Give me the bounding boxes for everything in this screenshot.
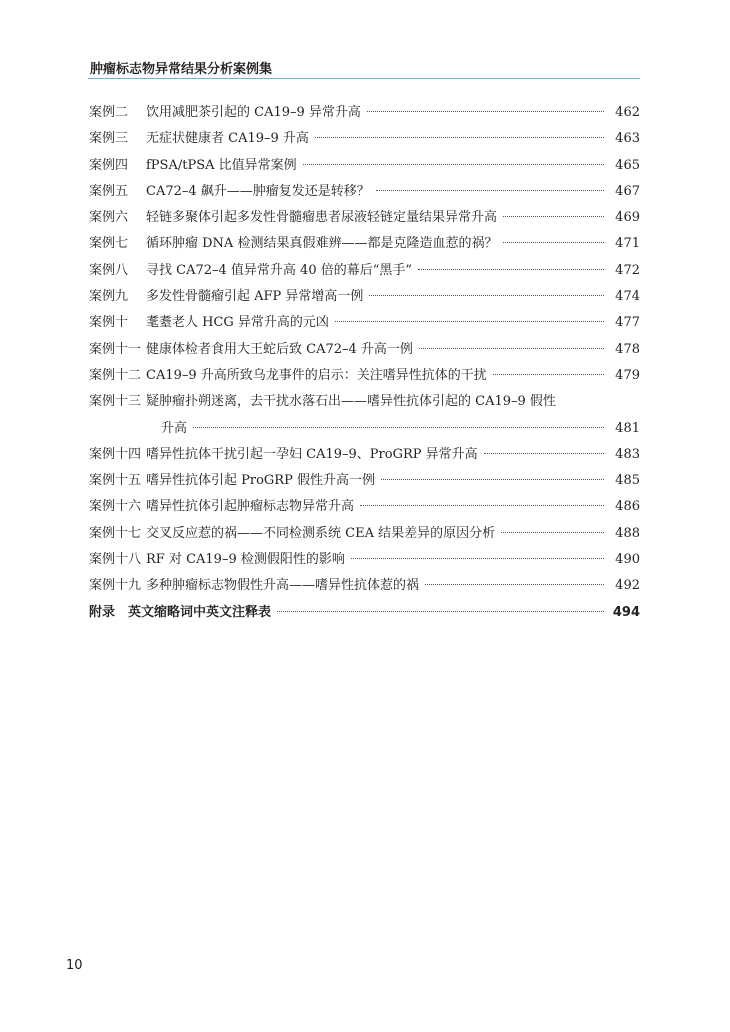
dot-leader bbox=[277, 611, 604, 612]
toc-page-number: 481 bbox=[615, 420, 640, 436]
toc-entry[interactable] bbox=[89, 468, 640, 494]
toc-case-label: 案例九 bbox=[89, 289, 129, 305]
toc-page-number: 485 bbox=[615, 473, 640, 489]
toc-page-number: 465 bbox=[615, 157, 640, 173]
toc-entry-title: 嗜异性抗体引起肿瘤标志物异常升高 bbox=[146, 499, 355, 515]
toc-page-number: 472 bbox=[615, 262, 640, 278]
toc-entry[interactable] bbox=[89, 231, 640, 257]
toc-case-label: 案例五 bbox=[89, 183, 129, 199]
toc-entry[interactable] bbox=[89, 337, 640, 363]
toc-entry-title: 疑肿瘤扑朔迷离，去干扰水落石出——嗜异性抗体引起的 CA19–9 假性 bbox=[146, 394, 556, 410]
toc-entry[interactable] bbox=[89, 494, 640, 520]
running-header-title: 肿瘤标志物异常结果分析案例集 bbox=[90, 62, 273, 77]
toc-page-number: 469 bbox=[615, 210, 640, 226]
toc-page-number: 478 bbox=[615, 341, 640, 357]
dot-leader bbox=[484, 453, 604, 454]
dot-leader bbox=[381, 479, 604, 480]
toc-case-label: 案例十五 bbox=[89, 473, 142, 489]
dot-leader bbox=[376, 190, 604, 191]
toc-case-label: 案例十三 bbox=[89, 394, 142, 410]
toc-entry-title: fPSA/tPSA 比值异常案例 bbox=[146, 157, 297, 173]
dot-leader bbox=[369, 295, 604, 296]
dot-leader bbox=[367, 111, 604, 112]
toc-page-number: 474 bbox=[615, 289, 640, 305]
toc-entry[interactable] bbox=[89, 573, 640, 599]
dot-leader bbox=[425, 584, 604, 585]
toc-case-label: 案例十 bbox=[89, 315, 129, 331]
toc-entry[interactable] bbox=[89, 310, 640, 336]
toc-page-number: 463 bbox=[615, 131, 640, 147]
toc-page-number: 488 bbox=[615, 525, 640, 541]
toc-page-number: 471 bbox=[615, 236, 640, 252]
toc-case-label: 案例十六 bbox=[89, 499, 142, 515]
toc-entry-title: 多种肿瘤标志物假性升高——嗜异性抗体惹的祸 bbox=[146, 578, 420, 594]
toc-entry-title: 循环肿瘤 DNA 检测结果真假难辨——都是克隆造血惹的祸？ bbox=[146, 236, 498, 252]
toc-case-label: 案例二 bbox=[89, 105, 129, 120]
toc-page-number: 494 bbox=[612, 604, 640, 620]
appendix-title: 附录 英文缩略词中英文注释表 bbox=[89, 604, 272, 620]
table-of-contents bbox=[89, 100, 640, 626]
dot-leader bbox=[418, 269, 604, 270]
toc-entry[interactable] bbox=[89, 126, 640, 152]
toc-entry-title: 寻找 CA72–4 值异常升高 40 倍的幕后“黑手” bbox=[146, 262, 413, 278]
dot-leader bbox=[503, 242, 604, 243]
toc-page-number: 477 bbox=[615, 315, 640, 331]
toc-entry-title: 无症状健康者 CA19–9 升高 bbox=[146, 131, 309, 147]
toc-entry[interactable] bbox=[89, 205, 640, 231]
toc-page-number: 483 bbox=[615, 446, 640, 462]
toc-entry-title: 嗜异性抗体干扰引起一孕妇 CA19–9、ProGRP 异常升高 bbox=[146, 446, 478, 462]
toc-case-label: 案例八 bbox=[89, 262, 129, 278]
toc-case-label: 案例十四 bbox=[89, 446, 142, 462]
toc-entry-title: 嗜异性抗体引起 ProGRP 假性升高一例 bbox=[146, 473, 375, 489]
toc-entry-title: CA19–9 升高所致乌龙事件的启示：关注嗜异性抗体的干扰 bbox=[146, 367, 487, 383]
dot-leader bbox=[493, 374, 604, 375]
dot-leader bbox=[503, 216, 604, 217]
toc-entry[interactable] bbox=[89, 258, 640, 284]
toc-entry[interactable] bbox=[89, 442, 640, 468]
toc-entry[interactable] bbox=[89, 100, 640, 126]
header-divider bbox=[88, 78, 640, 79]
toc-page-number: 492 bbox=[615, 578, 640, 594]
toc-case-label: 案例十九 bbox=[89, 578, 142, 594]
dot-leader bbox=[193, 427, 604, 428]
dot-leader bbox=[303, 164, 604, 165]
toc-case-label: 案例六 bbox=[89, 210, 129, 226]
toc-entry-title: 多发性骨髓瘤引起 AFP 异常增高一例 bbox=[146, 289, 364, 305]
toc-case-label: 案例十七 bbox=[89, 525, 142, 541]
toc-entry-title: 交叉反应惹的祸——不同检测系统 CEA 结果差异的原因分析 bbox=[146, 525, 496, 541]
toc-entry-title-continuation: 升高 bbox=[161, 420, 188, 436]
toc-entry-title: RF 对 CA19–9 检测假阳性的影响 bbox=[146, 552, 345, 568]
toc-case-label: 案例三 bbox=[89, 131, 129, 147]
toc-entry[interactable] bbox=[89, 153, 640, 179]
toc-entry[interactable] bbox=[89, 284, 640, 310]
dot-leader bbox=[315, 137, 604, 138]
toc-entry-title: CA72–4 飙升——肿瘤复发还是转移？ bbox=[146, 183, 370, 199]
toc-page-number: 486 bbox=[615, 499, 640, 515]
dot-leader bbox=[335, 321, 604, 322]
toc-page-number: 490 bbox=[615, 552, 640, 568]
toc-entry-title: 轻链多聚体引起多发性骨髓瘤患者尿液轻链定量结果异常升高 bbox=[146, 210, 498, 226]
toc-page-number: 479 bbox=[615, 367, 640, 383]
toc-entry-title: 耄耋老人 HCG 异常升高的元凶 bbox=[146, 315, 329, 331]
toc-entry[interactable] bbox=[89, 389, 640, 442]
dot-leader bbox=[360, 505, 604, 506]
toc-entry-title: 健康体检者食用大王蛇后致 CA72–4 升高一例 bbox=[146, 341, 413, 357]
toc-case-label: 案例十八 bbox=[89, 552, 142, 568]
dot-leader bbox=[419, 348, 604, 349]
toc-page-number: 462 bbox=[615, 105, 640, 120]
dot-leader bbox=[501, 532, 604, 533]
toc-appendix-entry[interactable] bbox=[89, 600, 640, 626]
toc-case-label: 案例七 bbox=[89, 236, 129, 252]
toc-page-number: 467 bbox=[615, 183, 640, 199]
toc-entry[interactable] bbox=[89, 521, 640, 547]
dot-leader bbox=[351, 558, 604, 559]
toc-entry-title: 饮用减肥茶引起的 CA19–9 异常升高 bbox=[146, 105, 361, 120]
page-number: 10 bbox=[66, 958, 83, 973]
toc-case-label: 案例十一 bbox=[89, 341, 142, 357]
toc-entry[interactable] bbox=[89, 179, 640, 205]
toc-entry[interactable] bbox=[89, 363, 640, 389]
toc-entry[interactable] bbox=[89, 547, 640, 573]
toc-case-label: 案例四 bbox=[89, 157, 129, 173]
toc-case-label: 案例十二 bbox=[89, 367, 142, 383]
